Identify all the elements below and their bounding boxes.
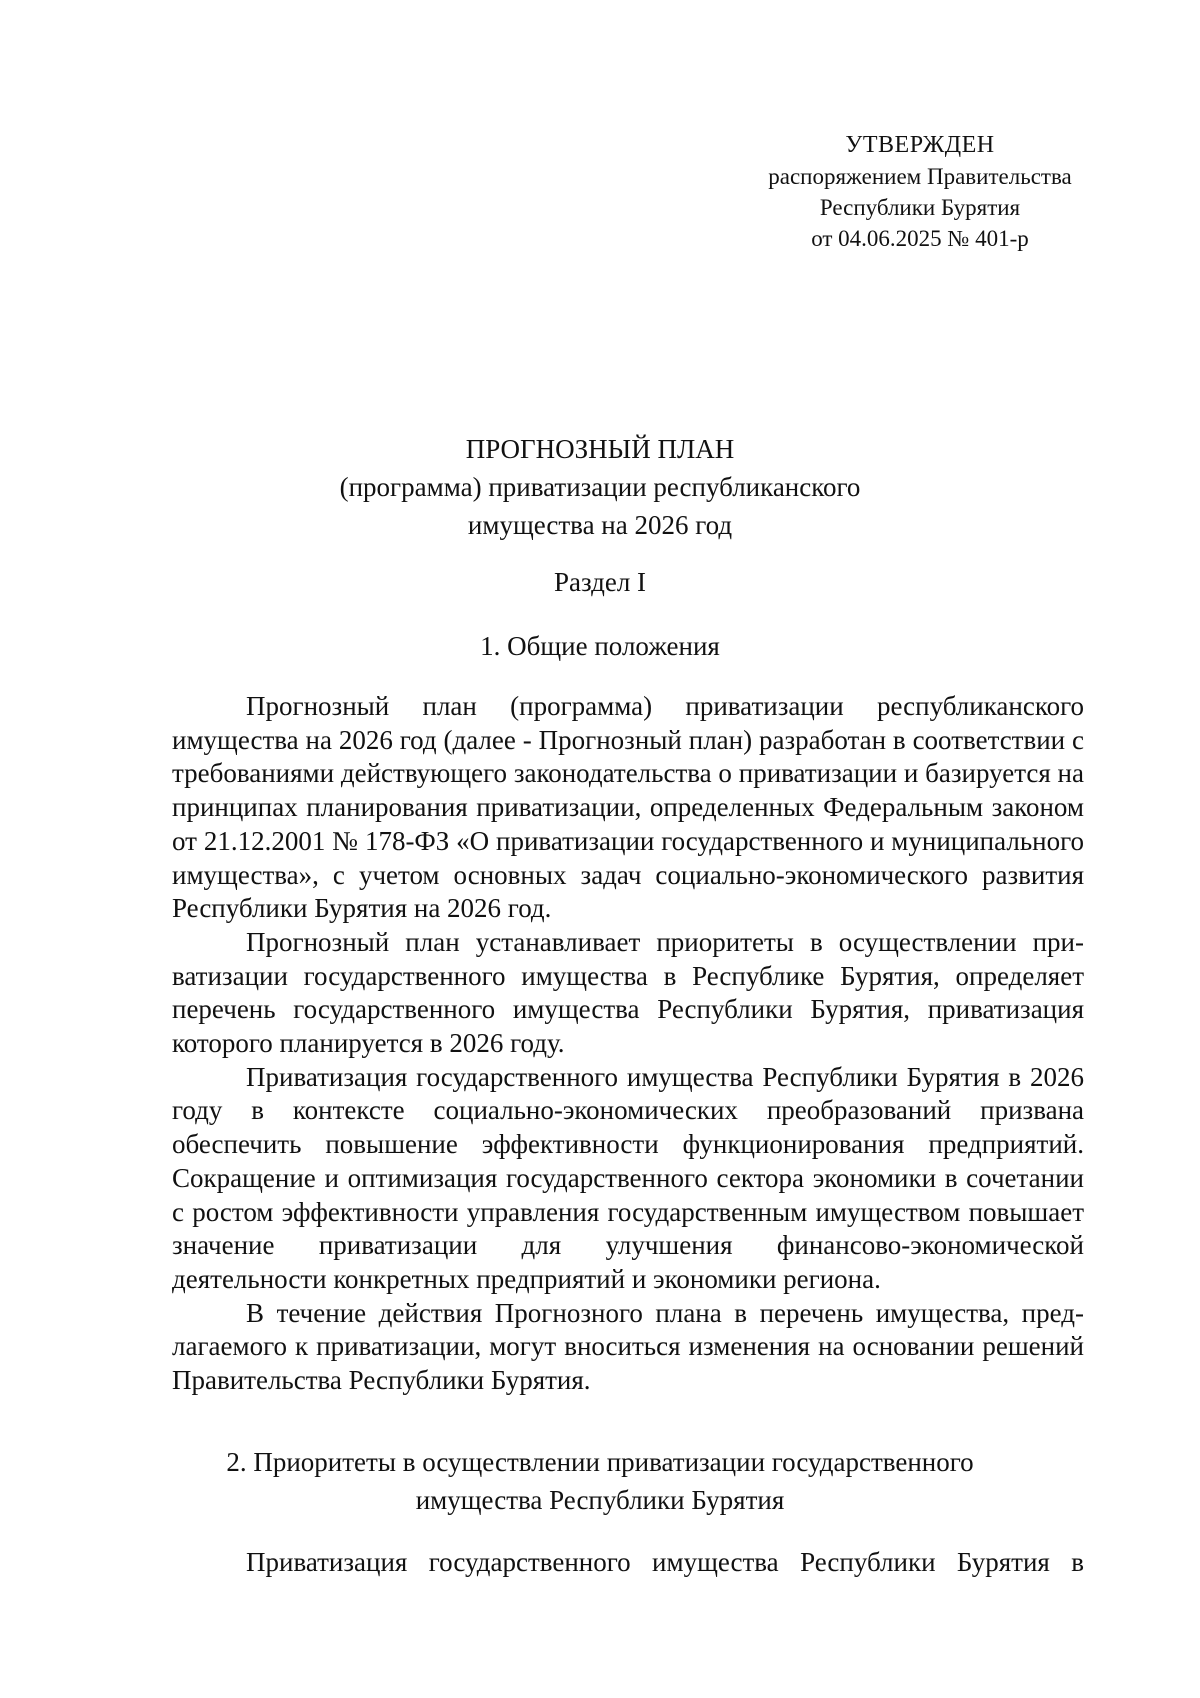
document-title bbox=[0, 430, 1200, 544]
paragraph: Приватизация государственного имущества Республики Бурятия в bbox=[246, 1547, 1084, 1577]
paragraph: Прогнозный план устанавливает приоритеты в осуществлении приватизации государственного имущества в Республике Бурятия, определяет перечень государственного имущества Республики Бурятия, приватизация которого планируется в 2026 году. bbox=[172, 926, 1084, 1059]
approval-stamp bbox=[740, 130, 1100, 254]
document-title-line: (программа) приватизации республиканского bbox=[339, 472, 861, 502]
section-label: Раздел I bbox=[553, 567, 647, 597]
subsection-heading bbox=[0, 627, 1200, 665]
paragraph: Приватизация государственного имущества Республики Бурятия в 2026 году в контексте социально-экономических преобразований призвана обеспечить повышение эффективности функционирования предприятий. Сокращение и оптимизация государственного сектора экономики в сочетании с ростом эффективности управления государственным имуществом повышает значение приватизации для улучшения финансово-экономической деятельности конкретных предприятий и экономики региона. bbox=[172, 1061, 1084, 1294]
approval-title: УТВЕРЖДЕН bbox=[845, 132, 995, 158]
subsection-heading bbox=[0, 1443, 1200, 1519]
approval-line: распоряжением Правительства bbox=[768, 164, 1072, 189]
subsection-heading-line: 2. Приоритеты в осуществлении приватизации государственного bbox=[226, 1447, 974, 1477]
approval-line: Республики Бурятия bbox=[819, 195, 1021, 220]
subsection-body bbox=[172, 1546, 1084, 1580]
paragraph: В течение действия Прогнозного плана в перечень имущества, предлагаемого к приватизации, могут вноситься изменения на основании решений Правительства Республики Бурятия. bbox=[172, 1297, 1084, 1396]
document-title-line: ПРОГНОЗНЫЙ ПЛАН bbox=[465, 434, 735, 464]
approval-date-number: от 04.06.2025 № 401-р bbox=[811, 226, 1029, 251]
paragraph: Прогнозный план (программа) приватизации республиканского имущества на 2026 год (далее - Прогнозный план) разработан в соответствии с требованиями действующего законодательства о приватизации и базируется на принципах планирования приватизации, определенных Федеральным законом от 21.12.2001 № 178-ФЗ «О приватизации государственного и муниципального имущества», с учетом основных задач социально-экономического развития Республики Бурятия на 2026 год. bbox=[172, 691, 1084, 924]
document-title-line: имущества на 2026 год bbox=[467, 510, 733, 540]
subsection-heading-line: 1. Общие положения bbox=[480, 631, 720, 661]
subsection-heading-line: имущества Республики Бурятия bbox=[415, 1485, 785, 1515]
subsection-body bbox=[172, 690, 1084, 1398]
